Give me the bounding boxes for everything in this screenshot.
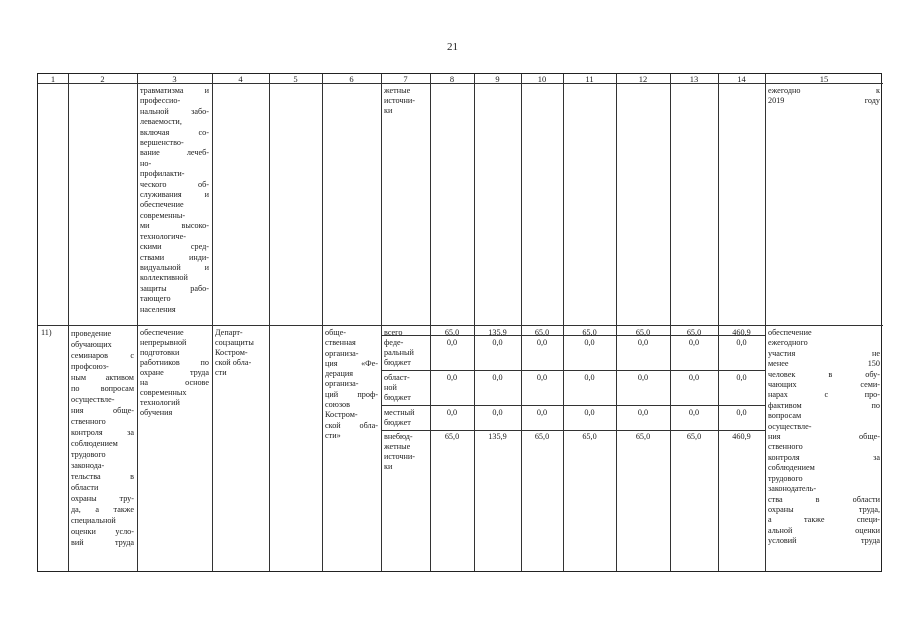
activity-text-line: осуществле-: [71, 395, 115, 404]
responsible-text-line: соцзащиты: [215, 338, 254, 347]
column-divider: [430, 74, 431, 571]
activity-text-line: оценки усло-: [71, 527, 134, 536]
funding-value: 0,0: [736, 408, 747, 417]
funding-value: 460,9: [732, 328, 751, 337]
row-number: 11): [41, 328, 52, 337]
target-text-line: обеспечение: [140, 328, 184, 337]
column-header-6: 6: [349, 74, 354, 84]
cont-target-text-line: но-: [140, 158, 152, 168]
cont-target-text-line: служивания и: [140, 190, 209, 200]
cont-target-text-line: нальной забо-: [140, 106, 209, 116]
funding-value: 0,0: [688, 338, 700, 347]
row-divider: [381, 405, 765, 406]
funding-source-line: ной: [384, 383, 397, 392]
expected-result-text-line: контроля за: [768, 452, 880, 462]
funding-source-line: бюджет: [384, 358, 411, 367]
cont-target-text-line: современны-: [140, 210, 186, 220]
expected-result-text-line: охраны труда,: [768, 504, 880, 514]
expected-result-text-line: человек в обу-: [768, 369, 880, 379]
activity-text-line: соблюдением: [71, 439, 118, 448]
cont-target-text-line: населения: [140, 304, 176, 314]
expected-result-text-line: соблюдением: [768, 463, 815, 473]
column-header-8: 8: [449, 74, 455, 84]
funding-value: 135,9: [488, 328, 507, 337]
cont-target-text-line: вание лечеб-: [140, 148, 209, 158]
expected-result-text: [768, 328, 880, 547]
funding-value: 0,0: [688, 408, 700, 417]
column-divider: [521, 74, 522, 571]
cont-target-text-line: технологиче-: [140, 231, 186, 241]
cont-source-text-line: жетные: [384, 86, 411, 95]
funding-source: [384, 338, 427, 368]
cont-target-text-line: скими сред-: [140, 242, 209, 252]
expected-result-text-line: вопросам: [768, 411, 802, 421]
partner-text-line: ция «Фе-: [325, 358, 378, 368]
cont-source-text: [384, 86, 427, 116]
target-text-line: подготовки: [140, 348, 180, 357]
partner-text-line: сти»: [325, 430, 341, 440]
responsible-text-line: сти: [215, 368, 227, 377]
row-divider: [38, 83, 883, 84]
activity-text-line: контроля за: [71, 428, 134, 437]
target-text-line: современных: [140, 388, 187, 397]
funding-value: 65,0: [444, 328, 460, 337]
expected-result-text-line: трудового: [768, 473, 803, 483]
row-divider: [381, 430, 765, 431]
funding-value: 135,9: [488, 432, 507, 441]
column-header-11: 11: [585, 74, 594, 84]
funding-value: 0,0: [736, 338, 747, 347]
cont-target-text-line: профессио-: [140, 96, 181, 106]
funding-value: 0,0: [492, 338, 503, 347]
funding-source-line: всего: [384, 328, 403, 337]
column-header-15: 15: [819, 74, 829, 84]
expected-result-text-line: законодатель-: [768, 484, 817, 494]
partner-text-line: ственная: [325, 338, 356, 348]
activity-text-line: да, а также: [71, 505, 134, 514]
cont-target-text-line: включая со-: [140, 127, 209, 137]
target-text-line: на основе: [140, 378, 209, 387]
funding-source: [384, 328, 427, 338]
funding-value: 0,0: [637, 408, 649, 417]
expected-result-text-line: участия не: [768, 348, 880, 358]
activity-text-line: ственного: [71, 417, 106, 426]
partner-text-line: ской обла-: [325, 420, 378, 430]
activity-text-line: ния обще-: [71, 406, 134, 415]
data-table: [37, 73, 882, 572]
activity-text: [71, 328, 134, 548]
column-header-10: 10: [537, 74, 547, 84]
column-divider: [68, 74, 69, 571]
activity-text-line: семинаров с: [71, 351, 134, 360]
partner-text-line: организа-: [325, 348, 359, 358]
activity-text-line: области: [71, 483, 99, 492]
funding-value: 65,0: [635, 432, 651, 441]
funding-source-line: бюджет: [384, 418, 411, 427]
cont-target-text-line: защиты рабо-: [140, 283, 209, 293]
column-divider: [322, 74, 323, 571]
cont-target-text-line: ствами инди-: [140, 252, 209, 262]
expected-result-text-line: ственного: [768, 442, 803, 452]
column-header-9: 9: [495, 74, 500, 84]
funding-source: [384, 432, 427, 472]
funding-source-line: бюджет: [384, 393, 411, 402]
cont-result-text-line: ежегодно к: [768, 86, 880, 95]
funding-value: 0,0: [536, 408, 548, 417]
funding-value: 0,0: [446, 408, 458, 417]
expected-result-text-line: ния обще-: [768, 432, 880, 442]
expected-result-text-line: ежегодного: [768, 338, 808, 348]
funding-value: 65,0: [534, 328, 550, 337]
activity-text-line: вий труда: [71, 538, 134, 547]
funding-value: 0,0: [536, 338, 548, 347]
responsible-text: [215, 328, 266, 378]
cont-result-text-line: 2019 году: [768, 96, 880, 105]
column-header-13: 13: [689, 74, 699, 84]
target-text-line: работников по: [140, 358, 209, 367]
funding-source-line: местный: [384, 408, 415, 417]
expected-result-text-line: условий труда: [768, 536, 880, 546]
cont-target-text-line: вершенство-: [140, 138, 184, 148]
expected-result-text-line: обеспечение: [768, 328, 812, 337]
activity-text-line: тельства в: [71, 472, 134, 481]
cont-target-text-line: профилакти-: [140, 169, 185, 179]
activity-text-line: ным активом: [71, 373, 134, 382]
funding-value: 0,0: [446, 338, 458, 347]
column-divider: [381, 74, 382, 571]
column-divider: [616, 74, 617, 571]
funding-value: 0,0: [584, 338, 595, 347]
cont-target-text-line: леваемости,: [140, 117, 182, 127]
target-text-line: обучения: [140, 408, 173, 417]
responsible-text-line: ской обла-: [215, 358, 252, 367]
funding-value: 65,0: [686, 328, 702, 337]
funding-value: 65,0: [582, 328, 597, 337]
expected-result-text-line: осуществле-: [768, 421, 812, 431]
activity-text-line: законода-: [71, 461, 105, 470]
activity-text-line: по вопросам: [71, 384, 134, 393]
funding-source-line: жетные: [384, 442, 411, 451]
column-divider: [718, 74, 719, 571]
funding-source: [384, 408, 427, 428]
funding-source-line: внебюд-: [384, 432, 413, 441]
expected-result-text-line: альной оценки: [768, 525, 880, 535]
funding-value: 0,0: [446, 373, 458, 382]
cont-target-text-line: видуальной и: [140, 262, 209, 272]
funding-value: 0,0: [637, 338, 649, 347]
column-header-7: 7: [403, 74, 408, 84]
page-number: 21: [447, 41, 458, 53]
cont-target-text-line: тающего: [140, 294, 171, 304]
target-text-line: охране труда: [140, 368, 209, 377]
activity-text-line: профсоюз-: [71, 362, 109, 371]
responsible-text-line: Департ-: [215, 328, 243, 337]
cont-target-text: [140, 86, 209, 315]
cont-target-text-line: ческого об-: [140, 179, 209, 189]
column-divider: [765, 74, 766, 571]
column-header-2: 2: [100, 74, 105, 84]
cont-target-text-line: травматизма и: [140, 86, 209, 95]
funding-value: 65,0: [686, 432, 702, 441]
column-divider: [269, 74, 270, 571]
column-header-14: 14: [737, 74, 746, 84]
funding-value: 0,0: [688, 373, 700, 382]
funding-source: [384, 373, 427, 403]
funding-source-line: феде-: [384, 338, 404, 347]
funding-value: 0,0: [736, 373, 747, 382]
partner-text-line: союзов: [325, 400, 350, 410]
column-header-12: 12: [638, 74, 648, 84]
activity-text-line: обучающих: [71, 340, 112, 349]
activity-text-line: трудового: [71, 450, 106, 459]
funding-source-line: област-: [384, 373, 410, 382]
expected-result-text-line: менее 150: [768, 359, 880, 369]
column-divider: [212, 74, 213, 571]
funding-value: 65,0: [635, 328, 651, 337]
partner-text-line: обще-: [325, 328, 346, 337]
funding-value: 65,0: [444, 432, 460, 441]
partner-text-line: ций проф-: [325, 389, 378, 399]
funding-value: 0,0: [536, 373, 548, 382]
cont-source-text-line: ки: [384, 106, 393, 115]
expected-result-text-line: ства в области: [768, 494, 880, 504]
activity-text-line: специальной: [71, 516, 116, 525]
funding-value: 0,0: [492, 408, 503, 417]
cont-target-text-line: обеспечение: [140, 200, 184, 210]
expected-result-text-line: нарах с про-: [768, 390, 880, 400]
partner-text: [325, 328, 378, 441]
funding-value: 460,9: [732, 432, 751, 441]
funding-source-line: ки: [384, 462, 393, 471]
funding-value: 0,0: [492, 373, 503, 382]
cont-target-text-line: ми высоко-: [140, 221, 209, 231]
column-divider: [137, 74, 138, 571]
column-divider: [563, 74, 564, 571]
column-divider: [474, 74, 475, 571]
responsible-text-line: Костром-: [215, 348, 248, 357]
target-text-line: непрерывной: [140, 338, 187, 347]
cont-result-text: [768, 86, 880, 106]
funding-source-line: ральный: [384, 348, 414, 357]
column-divider: [670, 74, 671, 571]
partner-text-line: Костром-: [325, 410, 358, 420]
activity-text-line: охраны тру-: [71, 494, 134, 503]
expected-result-text-line: фактивом по: [768, 400, 880, 410]
funding-value: 0,0: [637, 373, 649, 382]
expected-result-text-line: а также специ-: [768, 515, 880, 525]
cont-source-text-line: источни-: [384, 96, 415, 105]
target-text: [140, 328, 209, 418]
column-header-4: 4: [238, 74, 243, 84]
row-divider: [381, 370, 765, 371]
funding-value: 65,0: [582, 432, 597, 441]
funding-value: 0,0: [584, 408, 595, 417]
activity-text-line: проведение: [71, 329, 112, 338]
funding-value: 0,0: [584, 373, 595, 382]
partner-text-line: дерация: [325, 369, 354, 379]
expected-result-text-line: чающих семи-: [768, 380, 880, 390]
target-text-line: технологий: [140, 398, 180, 407]
cont-target-text-line: коллективной: [140, 273, 188, 283]
column-header-5: 5: [293, 74, 298, 84]
column-header-3: 3: [172, 74, 177, 84]
partner-text-line: организа-: [325, 379, 359, 389]
row-divider: [38, 325, 883, 326]
funding-source-line: источни-: [384, 452, 415, 461]
column-header-1: 1: [50, 74, 56, 84]
funding-value: 65,0: [534, 432, 550, 441]
